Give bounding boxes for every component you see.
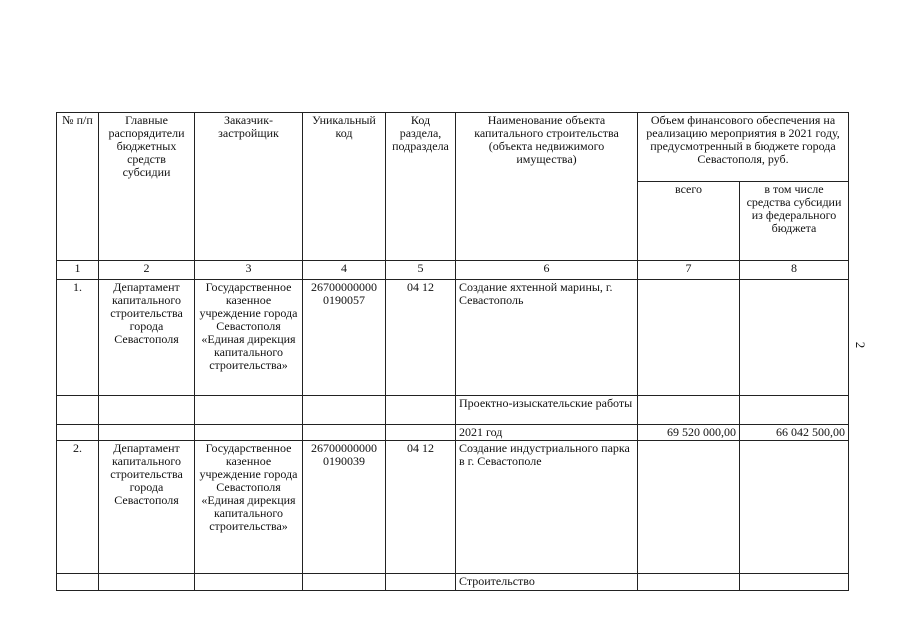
total-cell	[638, 441, 740, 574]
table-row	[57, 441, 849, 574]
empty-cell	[386, 425, 456, 441]
table-row	[57, 425, 849, 441]
header-financing: Объем финансового обеспечения на реализацию мероприятия в 2021 году, предусмотренный в бюджете города Севастополя, руб.	[638, 113, 849, 182]
column-number: 8	[740, 261, 849, 280]
empty-cell	[195, 396, 303, 425]
object-name: Создание индустриального парка в г. Севастополе	[456, 441, 638, 574]
header-section-code: Код раздела, подраздела	[386, 113, 456, 261]
empty-cell	[195, 574, 303, 591]
main-manager: Департамент капитального строительства города Севастополя	[99, 441, 195, 574]
column-number: 2	[99, 261, 195, 280]
empty-cell	[99, 574, 195, 591]
federal-cell	[740, 280, 849, 396]
column-number: 4	[303, 261, 386, 280]
empty-cell	[386, 574, 456, 591]
total-cell	[638, 280, 740, 396]
empty-cell	[57, 396, 99, 425]
column-number: 3	[195, 261, 303, 280]
federal-cell	[740, 441, 849, 574]
budget-table	[56, 112, 849, 591]
empty-cell	[386, 396, 456, 425]
empty-cell	[195, 425, 303, 441]
empty-cell	[638, 396, 740, 425]
object-name: Создание яхтенной марины, г. Севастополь	[456, 280, 638, 396]
customer: Государственное казенное учреждение города Севастополя «Единая дирекция капитального строительства»	[195, 280, 303, 396]
header-object-name: Наименование объекта капитального строительства (объекта недвижимого имущества)	[456, 113, 638, 261]
row-number: 1.	[57, 280, 99, 396]
unique-code: 26700000000 0190057	[303, 280, 386, 396]
year-label: 2021 год	[456, 425, 638, 441]
empty-cell	[57, 425, 99, 441]
total-amount: 69 520 000,00	[638, 425, 740, 441]
header-row	[57, 113, 849, 182]
table-row	[57, 574, 849, 591]
empty-cell	[303, 396, 386, 425]
header-customer: Заказчик-застройщик	[195, 113, 303, 261]
empty-cell	[57, 574, 99, 591]
work-type: Строительство	[456, 574, 638, 591]
header-federal: в том числе средства субсидии из федерального бюджета	[740, 182, 849, 261]
table-row	[57, 280, 849, 396]
column-number: 7	[638, 261, 740, 280]
page-number: 2	[853, 341, 868, 349]
column-number: 5	[386, 261, 456, 280]
row-number: 2.	[57, 441, 99, 574]
column-number-row	[57, 261, 849, 280]
table-row	[57, 396, 849, 425]
section-code: 04 12	[386, 441, 456, 574]
work-type: Проектно-изыскательские работы	[456, 396, 638, 425]
header-main-manager: Главные распорядители бюджетных средств субсидии	[99, 113, 195, 261]
header-number: № п/п	[57, 113, 99, 261]
empty-cell	[99, 396, 195, 425]
column-number: 6	[456, 261, 638, 280]
empty-cell	[303, 574, 386, 591]
header-unique-code: Уникальный код	[303, 113, 386, 261]
empty-cell	[740, 396, 849, 425]
section-code: 04 12	[386, 280, 456, 396]
empty-cell	[99, 425, 195, 441]
header-total: всего	[638, 182, 740, 261]
unique-code: 26700000000 0190039	[303, 441, 386, 574]
customer: Государственное казенное учреждение города Севастополя «Единая дирекция капитального строительства»	[195, 441, 303, 574]
empty-cell	[638, 574, 740, 591]
empty-cell	[303, 425, 386, 441]
empty-cell	[740, 574, 849, 591]
column-number: 1	[57, 261, 99, 280]
federal-amount: 66 042 500,00	[740, 425, 849, 441]
main-manager: Департамент капитального строительства города Севастополя	[99, 280, 195, 396]
